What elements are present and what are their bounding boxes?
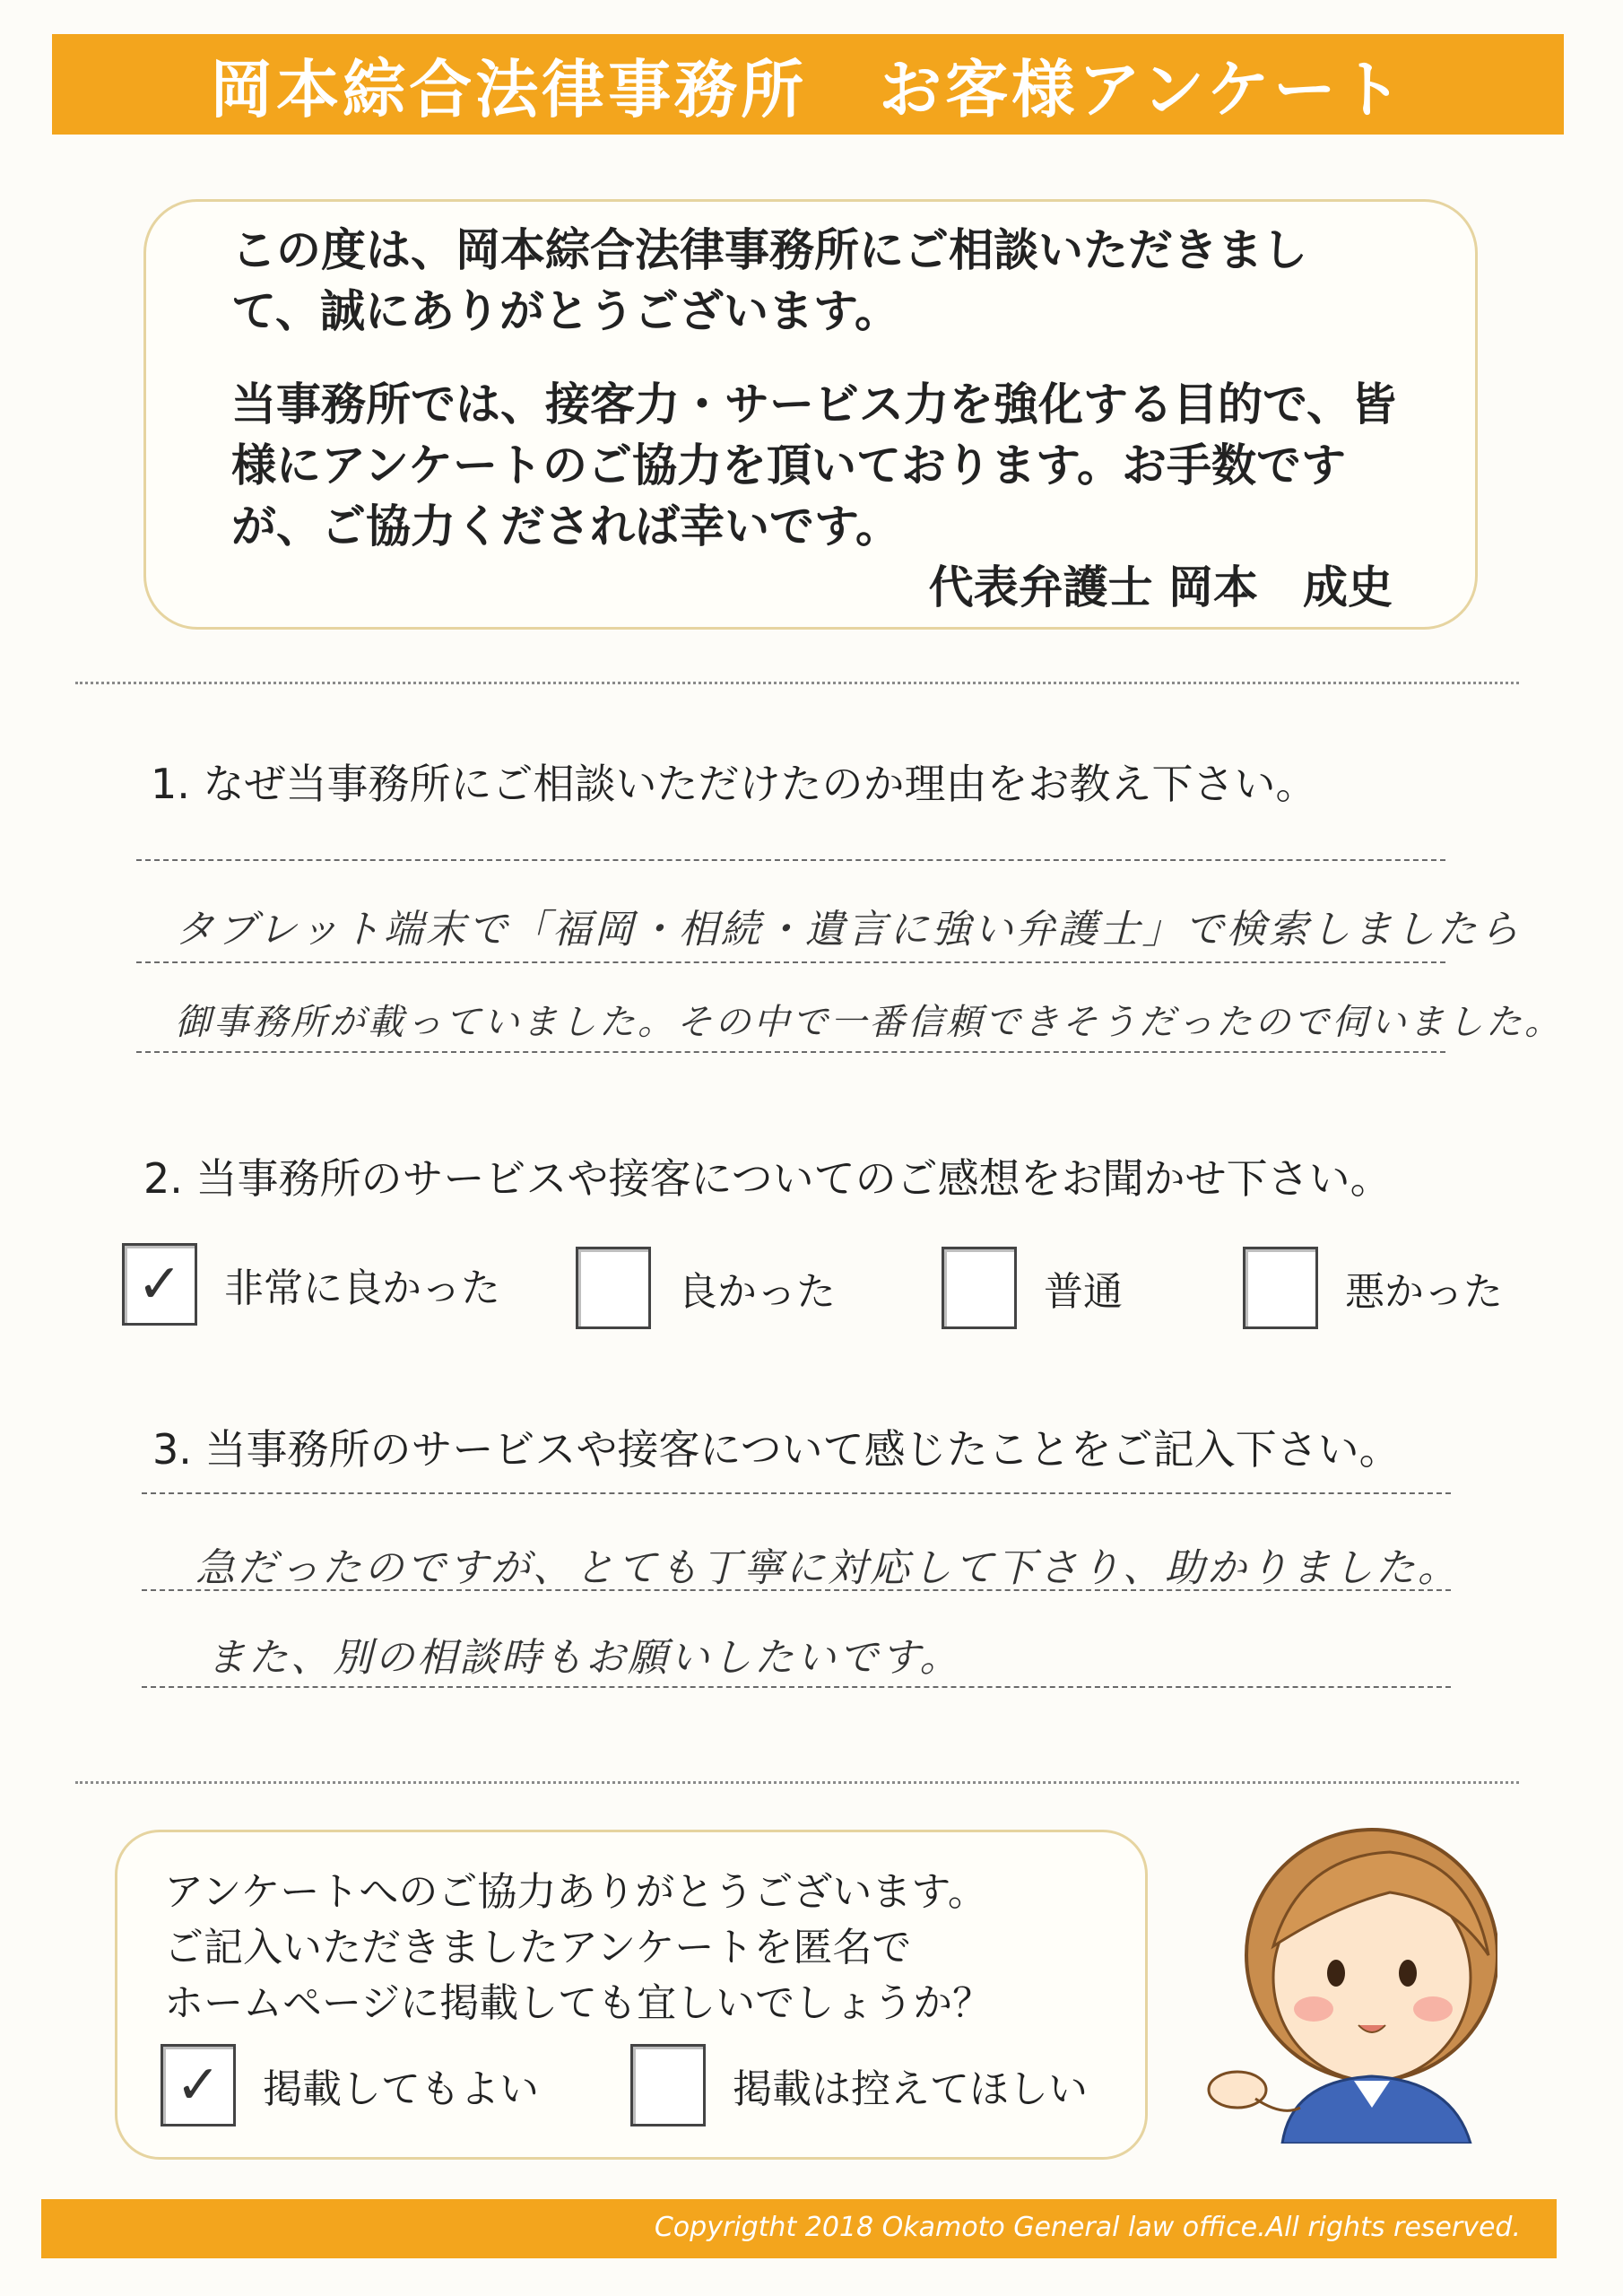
q1-answer-line-1: タブレット端末で「福岡・相続・遺言に強い弁護士」で検索しましたら <box>175 907 1522 952</box>
copyright-text: Copyrigtht 2018 Okamoto General law office.All rights reserved. <box>654 2212 1521 2243</box>
answer-rule <box>136 1051 1445 1053</box>
checkbox[interactable] <box>942 1247 1017 1329</box>
checkbox[interactable] <box>630 2044 706 2126</box>
intro-purpose-text: 当事務所では、接客力・サービス力を強化する目的で、皆様にアンケートのご協力を頂いております。お手数ですが、ご協力くだされば幸いです。 <box>231 378 1396 552</box>
option-label: 良かった <box>678 1269 836 1315</box>
option-label: 普通 <box>1044 1269 1123 1315</box>
option-publish-ok[interactable] <box>161 2044 539 2126</box>
option-bad[interactable] <box>1243 1247 1503 1329</box>
option-label: 悪かった <box>1345 1269 1503 1315</box>
closing-question: ホームページに掲載しても宜しいでしょうか？ <box>164 1980 993 2026</box>
closing-request: ご記入いただきましたアンケートを匿名で <box>164 1925 912 1970</box>
answer-rule <box>142 1686 1451 1688</box>
publish-consent-box <box>115 1830 1148 2160</box>
receptionist-character-icon <box>1202 1821 1497 2144</box>
checkbox[interactable]: ✓ <box>122 1243 197 1326</box>
intro-message-box <box>143 199 1478 630</box>
option-normal[interactable] <box>942 1247 1123 1329</box>
answer-rule <box>142 1492 1451 1494</box>
signature: 代表弁護士 岡本 成史 <box>928 561 1393 613</box>
checkbox[interactable] <box>1243 1247 1318 1329</box>
intro-thanks-text: この度は、岡本綜合法律事務所にご相談いただきまして、誠にありがとうございます。 <box>231 224 1307 337</box>
answer-rule <box>136 859 1445 861</box>
section-divider <box>75 682 1519 684</box>
option-label: 掲載は控えてほしい <box>733 2066 1088 2112</box>
question-3: 3. 当事務所のサービスや接客について感じたことをご記入下さい。 <box>152 1425 1401 1474</box>
header-banner <box>52 34 1564 135</box>
question-2: 2. 当事務所のサービスや接客についてのご感想をお聞かせ下さい。 <box>143 1154 1392 1203</box>
section-divider <box>75 1781 1519 1784</box>
q1-answer-line-2: 御事務所が載っていました。その中で一番信頼できそうだったので伺いました。 <box>175 1002 1563 1043</box>
checkbox[interactable]: ✓ <box>161 2044 236 2126</box>
option-label: 掲載してもよい <box>263 2066 539 2112</box>
closing-thanks: アンケートへのご協力ありがとうございます。 <box>164 1869 987 1915</box>
answer-rule <box>142 1589 1451 1591</box>
q3-answer-line-1: 急だったのですが、とても丁寧に対応して下さり、助かりました。 <box>195 1545 1460 1591</box>
option-very-good[interactable] <box>122 1243 500 1326</box>
survey-title: お客様アンケート <box>879 52 1406 126</box>
checkbox[interactable] <box>576 1247 651 1329</box>
option-publish-decline[interactable] <box>630 2044 1088 2126</box>
footer-bar <box>41 2199 1557 2258</box>
option-label: 非常に良かった <box>224 1265 500 1311</box>
question-1: 1. なぜ当事務所にご相談いただけたのか理由をお教え下さい。 <box>151 760 1317 808</box>
q3-answer-line-2: また、別の相談時もお願いしたいです。 <box>206 1635 962 1681</box>
option-good[interactable] <box>576 1247 836 1329</box>
answer-rule <box>136 961 1445 963</box>
office-name: 岡本綜合法律事務所 <box>210 52 808 126</box>
